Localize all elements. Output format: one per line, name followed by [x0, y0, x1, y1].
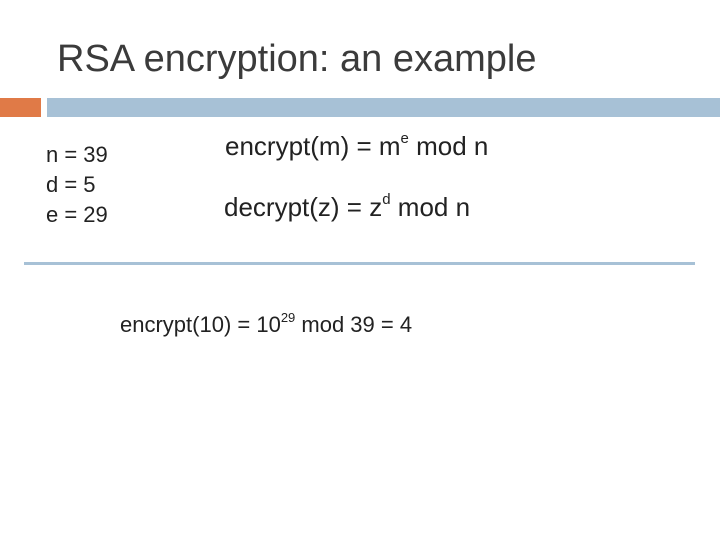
decrypt-formula-tail: mod n	[390, 192, 471, 222]
encrypt-formula-exponent: e	[400, 130, 409, 147]
example-formula	[120, 309, 412, 341]
encrypt-formula	[225, 130, 488, 162]
example-formula-tail: mod 39 = 4	[295, 312, 413, 337]
divider-line	[24, 262, 695, 265]
decrypt-formula	[224, 191, 470, 223]
parameter-list	[46, 140, 108, 230]
slide-title: RSA encryption: an example	[57, 38, 537, 80]
param-d: d = 5	[46, 172, 96, 197]
decrypt-formula-base: decrypt(z) = z	[224, 192, 383, 222]
param-n: n = 39	[46, 142, 108, 167]
accent-bar-blue	[47, 98, 720, 117]
decrypt-formula-exponent: d	[382, 191, 391, 208]
example-formula-exponent: 29	[280, 310, 296, 325]
encrypt-formula-tail: mod n	[408, 131, 489, 161]
example-formula-base: encrypt(10) = 10	[120, 312, 281, 337]
param-e: e = 29	[46, 202, 108, 227]
encrypt-formula-base: encrypt(m) = m	[225, 131, 401, 161]
accent-bar-orange	[0, 98, 41, 117]
